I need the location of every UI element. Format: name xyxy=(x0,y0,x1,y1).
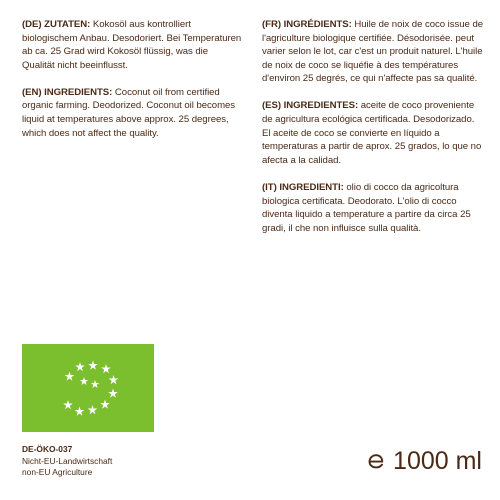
right-column xyxy=(262,18,484,249)
ingredients-en xyxy=(22,86,242,140)
star-icon xyxy=(75,407,85,416)
star-icon xyxy=(88,361,98,370)
star-icon xyxy=(80,377,88,385)
left-column xyxy=(22,18,242,154)
ingredients-de-text: Kokosöl aus kontrolliert biologischem Anbau. Desodoriert. Bei Temperaturen ab ca. 25 Grad wird Kokosöl flüssig, was die Qualität nicht beeinflusst. xyxy=(22,19,242,71)
star-icon xyxy=(108,389,118,398)
ingredients-es xyxy=(262,99,484,167)
star-icon xyxy=(101,364,111,373)
certification-code: DE-ÖKO-037 xyxy=(22,444,73,454)
certification-info xyxy=(22,444,112,479)
leaf-stars-icon xyxy=(22,344,154,432)
eu-organic-leaf-logo xyxy=(22,344,154,432)
ingredients-es-text: aceite de coco proveniente de agricultura ecológica certificada. Desodorizado. El aceite de coco se convierte en líquido a temperaturas a partir de aprox. 25 grados, lo que no afecta a la calidad. xyxy=(262,100,482,166)
ingredients-de-label: (DE) ZUTATEN: xyxy=(22,19,91,30)
star-icon xyxy=(88,405,98,414)
ingredients-it-text: olio di cocco da agricoltura biologica certificata. Deodorato. L'olio di cocco diventa liquido a temperature a partire da circa 25 gradi, il che non influisce sulla qualità. xyxy=(262,181,471,234)
star-icon xyxy=(109,375,119,384)
star-icon xyxy=(63,400,73,409)
star-icon xyxy=(100,400,110,409)
ingredients-fr-label: (FR) INGRÉDIENTS: xyxy=(262,19,352,30)
ingredients-it-label: (IT) INGREDIENTI: xyxy=(262,181,344,193)
ingredients-es-label: (ES) INGREDIENTES: xyxy=(262,100,359,112)
certification-origin-en: non-EU Agriculture xyxy=(22,467,93,478)
ingredients-de xyxy=(22,18,242,72)
ingredients-it xyxy=(262,181,484,235)
e-mark-icon xyxy=(367,452,385,470)
ingredients-en-label: (EN) INGREDIENTS: xyxy=(22,86,113,98)
ingredients-fr-text: Huile de noix de coco issue de l'agriculture biologique certifiée. Désodorisée. peut varier selon le lot, car c'est un produit naturel. L'huile de noix de coco se liquéfie à des températures d'environ 25 degrés, ce qui n'affecte pas sa qualité. xyxy=(262,19,484,85)
star-icon xyxy=(75,362,85,371)
certification-origin-de: Nicht-EU-Landwirtschaft xyxy=(22,455,113,466)
star-icon xyxy=(91,380,99,388)
ingredients-en-text: Coconut oil from certified organic farming. Deodorized. Coconut oil becomes liquid at temperatures above approx. 25 degrees, which does not affect the quality. xyxy=(22,86,236,139)
star-icon xyxy=(65,372,75,381)
volume-text: 1000 ml xyxy=(393,447,482,475)
ingredients-fr xyxy=(262,18,484,86)
net-volume xyxy=(367,446,482,476)
